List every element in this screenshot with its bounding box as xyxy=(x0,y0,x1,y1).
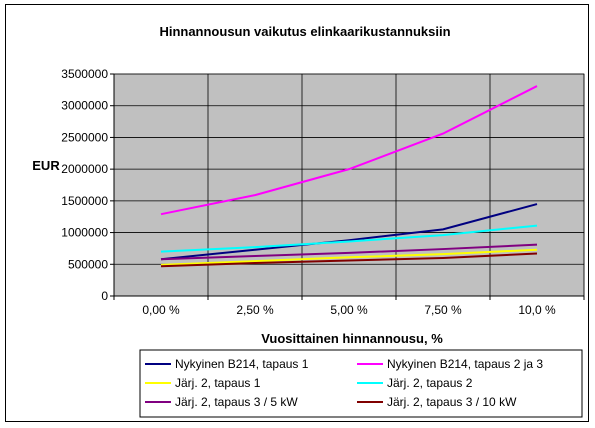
x-tick-label: 0,00 % xyxy=(142,303,180,317)
plot-background xyxy=(114,74,584,296)
x-axis-label: Vuosittainen hinnannousu, % xyxy=(261,331,443,346)
x-tick-label: 5,00 % xyxy=(330,303,368,317)
legend-label: Nykyinen B214, tapaus 1 xyxy=(175,357,309,371)
legend-label: Järj. 2, tapaus 3 / 5 kW xyxy=(175,395,298,409)
y-tick-label: 500000 xyxy=(67,257,108,272)
y-tick-label: 0 xyxy=(101,289,108,303)
legend-label: Järj. 2, tapaus 3 / 10 kW xyxy=(387,395,517,409)
legend-label: Nykyinen B214, tapaus 2 ja 3 xyxy=(387,357,544,371)
legend-label: Järj. 2, tapaus 1 xyxy=(175,376,261,390)
x-tick-label: 7,50 % xyxy=(424,303,462,317)
legend xyxy=(140,350,582,417)
y-tick-label: 1000000 xyxy=(61,225,108,240)
y-tick-label: 1500000 xyxy=(61,193,108,208)
legend-label: Järj. 2, tapaus 2 xyxy=(387,376,473,390)
y-axis-label: EUR xyxy=(32,158,60,173)
y-tick-label: 3500000 xyxy=(61,67,108,81)
x-tick-label: 10,0 % xyxy=(518,303,556,317)
chart-title: Hinnannousun vaikutus elinkaarikustannuksiin xyxy=(159,24,451,39)
y-tick-label: 2000000 xyxy=(61,162,108,177)
y-tick-label: 2500000 xyxy=(61,130,108,145)
y-tick-label: 3000000 xyxy=(61,98,108,113)
x-tick-label: 2,50 % xyxy=(236,303,274,317)
plot-area xyxy=(61,67,584,317)
